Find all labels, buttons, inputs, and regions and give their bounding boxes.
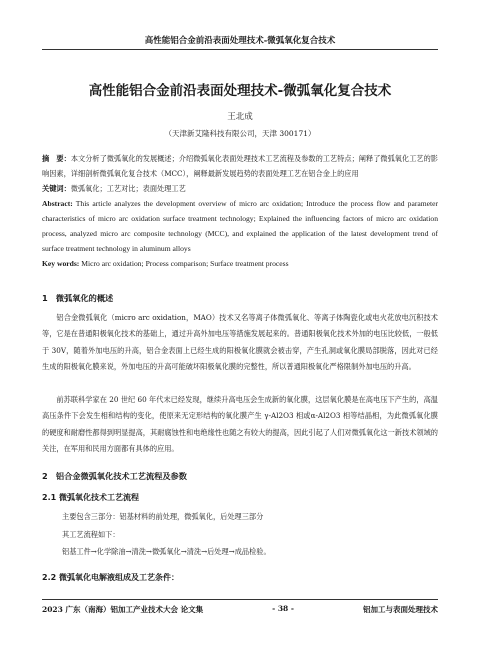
abstract-cn-text: 本文分析了微弧氧化的发展概述；介绍微弧氧化表面处理技术工艺流程及参数的工艺特点；阐释了微弧氧化工艺的影响因素，详细剖析微弧氧化复合技术（MCC），阐释最新发展趋势的表面处理工艺在铝合金上的应用 [42,154,438,178]
abstract-en-text: This article analyzes the development overview of micro arc oxidation; Introduce the process flow and parameter characteristics of micro arc oxidation surface treatment technology; Explained the influencing factors of micro arc oxidation process, analyzed micro arc composite technology (MCC), and explained the application of the latest development trend of surface treatment technology in aluminum alloys [42,199,439,253]
running-head: 高性能铝合金前沿表面处理技术-微弧氧化复合技术 [42,34,438,50]
footer-right: 铝加工与表面处理技术 [363,605,438,614]
keywords-en-label: Key words: [42,259,80,268]
paper-title: 高性能铝合金前沿表面处理技术-微弧氧化复合技术 [88,83,392,99]
abstract-cn [42,151,438,181]
keywords-cn-text: 微弧氧化；工艺对比；表面处理工艺 [70,184,186,193]
keywords-cn-label: 关键词： [42,184,71,193]
process-line-2: 其工艺流程如下： [62,530,120,539]
process-flow: 铝基工件→化学除油→清洗→微弧氧化→清洗→后处理→成品检验。 [62,547,271,556]
keywords-en-text: Micro arc oxidation; Process comparison; Surface treatment process [81,259,289,268]
page-footer [42,599,438,615]
section-1-paragraph-2: 前苏联科学家在 20 世纪 60 年代末已经发现，继续升高电压会生成新的氧化膜，这层氧化膜是在高电压下产生的，高温高压条件下会发生相和结构的变化，使原来无定形结构的氧化膜产生 γ-Al2O3 相或α-Al2O3 相等结晶相，为此微弧氧化膜的硬度和耐磨性都得到明显提高，其耐腐蚀性和电绝缘性也随之有较大的提高，因此引起了人们对微弧氧化这一新技术领域的关注，在军用和民用方面都有具体的应用。 [42,395,438,454]
section-2-2-heading: 2.2 微弧氧化电解液组成及工艺条件： [42,573,179,582]
abstract-en-label: Abstract: [42,199,73,208]
keywords-cn [42,181,438,196]
author: 王北成 [227,112,253,122]
keywords-en [42,256,438,271]
page-number: - 38 - [272,604,294,613]
section-1-paragraph-1: 铝合金微弧氧化（micro arc oxidation，MAO）技术又名等离子体微弧氧化、等离子体陶瓷化或电火花放电沉积技术等，它是在普通阳极氧化技术的基础上，通过升高外加电压等措施发展起来的。普通阳极氧化技术外加的电压比较低，一般低于 30V，随着外加电压的升高，铝合金表面上已经生成的阳极氧化膜就会被击穿，产生孔洞或氧化膜局部脱落，因此对已经生成的阳极氧化膜来说，外加电压的升高可能破坏阳极氧化膜的完整性，所以普通阳极氧化严格限制外加电压的升高。 [42,313,438,372]
abstract-en [42,196,438,256]
process-line-1: 主要包含三部分：铝基材料的前处理，微弧氧化，后处理三部分 [62,512,264,521]
abstract-cn-label: 摘 要： [42,154,71,163]
section-2-heading: 2 铝合金微弧氧化技术工艺流程及参数 [42,471,187,481]
section-1-heading: 1 微弧氧化的概述 [42,293,114,303]
section-2-1-heading: 2.1 微弧氧化技术工艺流程 [42,493,139,502]
footer-left: 2023 广东（南海）铝加工产业技术大会 论文集 [42,605,204,614]
affiliation: （天津新艾隆科技有限公司，天津 300171） [164,129,316,138]
